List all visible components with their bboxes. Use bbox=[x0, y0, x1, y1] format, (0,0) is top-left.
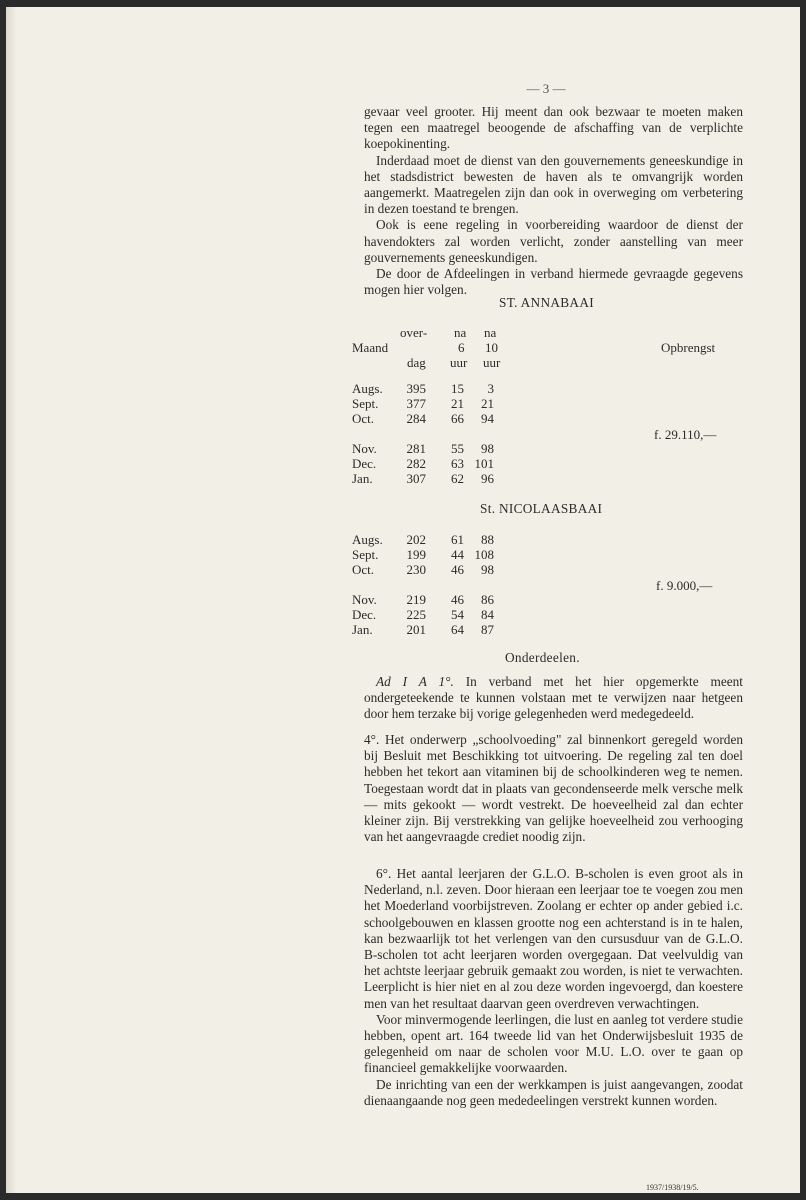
cell-month: Dec. bbox=[352, 607, 377, 622]
cell-na10: 98 bbox=[481, 562, 494, 577]
section-title-nicolaasbaai: St. NICOLAASBAAI bbox=[480, 501, 603, 516]
header-month: Maand bbox=[352, 340, 389, 355]
paragraph-4 bbox=[364, 732, 743, 845]
ad-text: In verband met het hier opgemerkte meent ondergeteekende te kunnen volstaan met te verwijzen naar hetgeen door hem terzake bij vorige gelegenheden werd medegedeeld. bbox=[364, 674, 743, 722]
cell-month: Augs. bbox=[352, 381, 383, 396]
cell-overdag: 201 bbox=[406, 622, 426, 637]
table-header bbox=[6, 325, 800, 375]
cell-month: Sept. bbox=[352, 547, 379, 562]
cell-na6: 54 bbox=[451, 607, 464, 622]
cell-month: Sept. bbox=[352, 396, 379, 411]
ad-section bbox=[364, 674, 743, 723]
table-row bbox=[6, 532, 800, 547]
table-row bbox=[6, 396, 800, 411]
paragraph-4-text: 4°. Het onderwerp „schoolvoeding" zal binnenkort geregeld worden bij Besluit met Beschikking tot uitvoering. De regeling zal ten doel hebben het tekort aan vitaminen bij de schoolkinderen weg te nemen. Toegestaan wordt dat in plaats van gecondenseerde melk versche melk — mits gekookt — wordt vestrekt. De hoeveelheid zal dan echter kleiner zijn. Bij verstrekking van gelijke hoeveelheid zou verhooging van het aangevraagde crediet noodig zijn. bbox=[364, 732, 743, 845]
cell-na10: 98 bbox=[481, 441, 494, 456]
cell-month: Jan. bbox=[352, 471, 373, 486]
document-page bbox=[6, 7, 800, 1193]
cell-na10: 88 bbox=[481, 532, 494, 547]
cell-na6: 46 bbox=[451, 592, 464, 607]
cell-overdag: 282 bbox=[406, 456, 426, 471]
cell-na6: 21 bbox=[451, 396, 464, 411]
header-yield: Opbrengst bbox=[661, 340, 716, 355]
cell-na10: 87 bbox=[481, 622, 494, 637]
table-row bbox=[6, 622, 800, 637]
cell-na6: 61 bbox=[451, 532, 464, 547]
cell-overdag: 219 bbox=[406, 592, 426, 607]
paragraph-6-text: De inrichting van een der werkkampen is juist aangevangen, zoodat dienaangaande nog geen mededeelingen verstrekt kunnen worden. bbox=[364, 1076, 743, 1108]
cell-na10: 21 bbox=[481, 396, 494, 411]
total-nicolaasbaai: f. 9.000,— bbox=[656, 578, 713, 593]
intro-paragraph: Inderdaad moet de dienst van den gouvernements geneeskundige in het stadsdistrict bewesten de haven als te omvangrijk worden aangemerkt. Maatregelen zijn dan ook in overweging om verbetering in dezen toestand te brengen. bbox=[364, 152, 743, 217]
cell-overdag: 230 bbox=[406, 562, 426, 577]
cell-month: Oct. bbox=[352, 411, 375, 426]
paragraph-6-text: Voor minvermogende leerlingen, die lust en aanleg tot verdere studie hebben, opent art. 164 tweede lid van het Onderwijsbesluit 1935 de gelegenheid om naar de scholen voor M.U. L.O. over te gaan op financieel gemakkelijke voorwaarden. bbox=[364, 1011, 743, 1076]
header-na6-3: uur bbox=[450, 355, 468, 370]
table-row bbox=[6, 411, 800, 426]
cell-overdag: 199 bbox=[406, 547, 426, 562]
cell-na6: 44 bbox=[451, 547, 464, 562]
header-na6-2: 6 bbox=[458, 340, 465, 355]
table-row bbox=[6, 381, 800, 396]
header-na10-2: 10 bbox=[485, 340, 498, 355]
table-row bbox=[6, 456, 800, 471]
cell-na10: 108 bbox=[474, 547, 494, 562]
footer-code: 1937/1938/19/5. bbox=[646, 1183, 699, 1192]
table-row bbox=[6, 441, 800, 456]
cell-na6: 46 bbox=[451, 562, 464, 577]
intro-paragraph: gevaar veel grooter. Hij meent dan ook bezwaar te moeten maken tegen een maatregel beoogende de afschaffing van de verplichte koepokinenting. bbox=[364, 104, 743, 152]
cell-na6: 15 bbox=[451, 381, 464, 396]
cell-month: Augs. bbox=[352, 532, 383, 547]
table-row bbox=[6, 471, 800, 486]
cell-overdag: 225 bbox=[406, 607, 426, 622]
paragraph-6-text: 6°. Het aantal leerjaren der G.L.O. B-scholen is even groot als in Nederland, n.l. zeven. Door hieraan een leerjaar toe te voegen zou men het Moederland voorbijstreven. Zoolang er echter op ander gebied i.c. schoolgebouwen en klassen grootte nog een achterstand is in te halen, kan bezwaarlijk tot het verlengen van den cursusduur van de G.L.O. B-scholen tot acht leerjaren worden overgegaan. Dat veelvuldig van het achtste leerjaar gebruik gemaakt zou worden, is niet te verwachten. Leerplicht is hier niet en al zou deze worden ingevoergd, dan koestere men van het resultaat daarvan geen overdreven verwachtingen. bbox=[364, 866, 743, 1011]
cell-overdag: 284 bbox=[406, 411, 426, 426]
table-row bbox=[6, 607, 800, 622]
intro-paragraph: De door de Afdeelingen in verband hiermede gevraagde gegevens mogen hier volgen. bbox=[364, 266, 743, 298]
cell-na6: 64 bbox=[451, 622, 464, 637]
header-overdag-1: over- bbox=[400, 325, 428, 340]
cell-na10: 94 bbox=[481, 411, 494, 426]
table-row bbox=[6, 592, 800, 607]
cell-na6: 63 bbox=[451, 456, 464, 471]
cell-na10: 96 bbox=[481, 471, 494, 486]
intro-text bbox=[364, 104, 743, 298]
header-na10-3: uur bbox=[483, 355, 501, 370]
header-na6-1: na bbox=[454, 325, 467, 340]
cell-month: Nov. bbox=[352, 592, 377, 607]
paragraph-6 bbox=[364, 866, 743, 1109]
cell-overdag: 202 bbox=[406, 532, 426, 547]
table-row bbox=[6, 547, 800, 562]
cell-overdag: 281 bbox=[406, 441, 426, 456]
cell-month: Nov. bbox=[352, 441, 377, 456]
onderdeelen-heading: Onderdeelen. bbox=[505, 650, 580, 665]
cell-overdag: 395 bbox=[406, 381, 426, 396]
table-row bbox=[6, 562, 800, 577]
total-annabaai: f. 29.110,— bbox=[654, 427, 717, 442]
ad-label: Ad I A 1°. bbox=[376, 674, 454, 689]
cell-na10: 3 bbox=[487, 381, 494, 396]
cell-na10: 86 bbox=[481, 592, 494, 607]
cell-na6: 62 bbox=[451, 471, 464, 486]
header-na10-1: na bbox=[484, 325, 497, 340]
cell-na6: 66 bbox=[451, 411, 464, 426]
cell-na6: 55 bbox=[451, 441, 464, 456]
cell-overdag: 377 bbox=[406, 396, 426, 411]
cell-na10: 84 bbox=[481, 607, 494, 622]
header-overdag-2: dag bbox=[407, 355, 426, 370]
cell-overdag: 307 bbox=[406, 471, 426, 486]
cell-month: Dec. bbox=[352, 456, 377, 471]
cell-na10: 101 bbox=[474, 456, 494, 471]
intro-paragraph: Ook is eene regeling in voorbereiding waardoor de dienst der havendokters zal worden verlicht, zonder aanstelling van meer gouvernements geneeskundigen. bbox=[364, 217, 743, 265]
cell-month: Jan. bbox=[352, 622, 373, 637]
page-number: — 3 — bbox=[526, 81, 566, 96]
cell-month: Oct. bbox=[352, 562, 375, 577]
section-title-annabaai: ST. ANNABAAI bbox=[499, 295, 594, 310]
